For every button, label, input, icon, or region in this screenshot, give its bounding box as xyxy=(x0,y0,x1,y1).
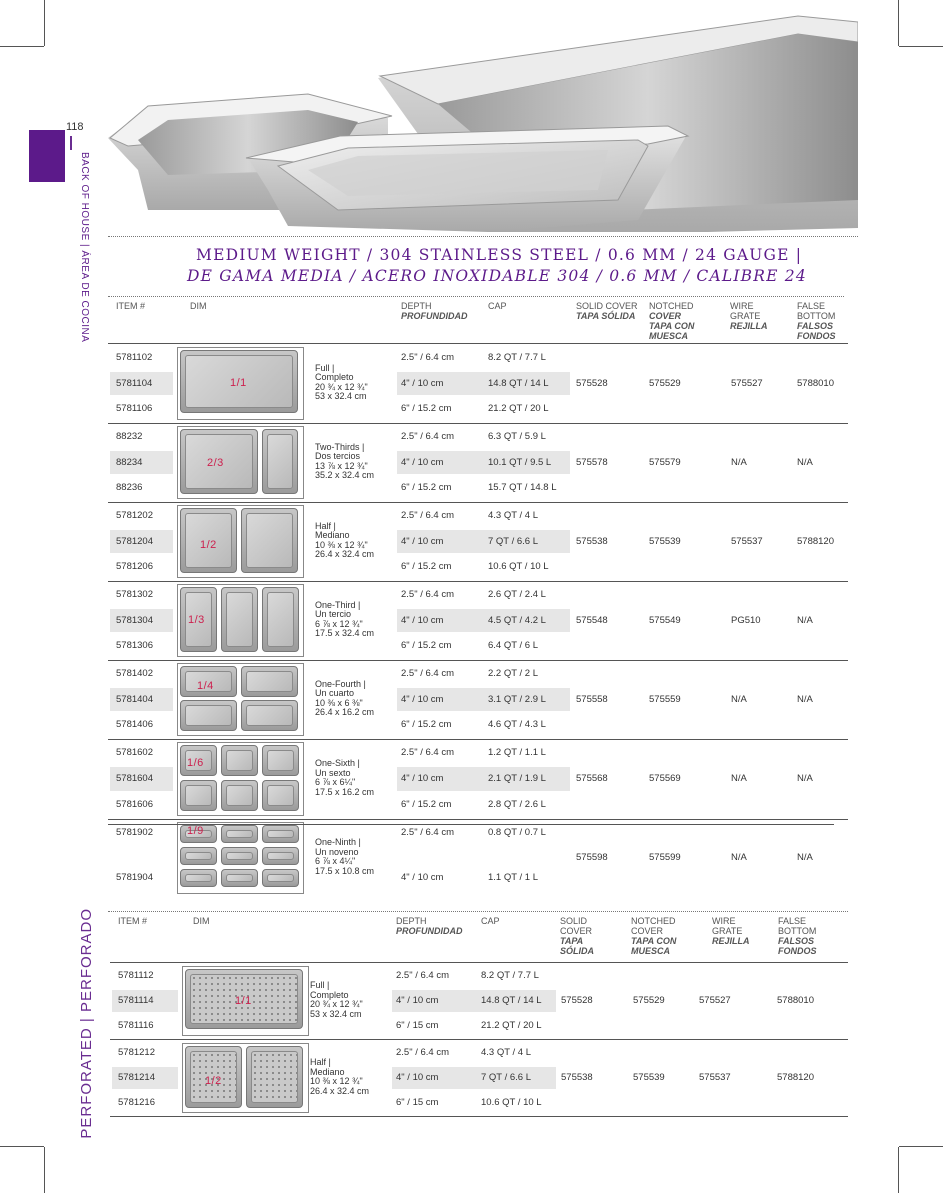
pan-diagram xyxy=(182,966,309,1036)
capacity-value: 21.2 QT / 20 L xyxy=(488,403,549,415)
header-dim: DIM xyxy=(190,301,207,311)
depth-value: 2.5" / 6.4 cm xyxy=(396,1047,450,1059)
size-description-line: 17.5 x 10.8 cm xyxy=(315,865,375,876)
solid-cover-item: 575548 xyxy=(576,614,608,626)
depth-value: 4" / 10 cm xyxy=(401,456,444,468)
notched-cover-item: 575579 xyxy=(649,456,681,468)
header-false-bottom: FALSE BOTTOM FALSOS FONDOS xyxy=(797,301,836,341)
wire-grate-item: 575527 xyxy=(731,377,763,389)
pan-diagram xyxy=(177,426,304,499)
notched-cover-item: 575529 xyxy=(633,995,665,1006)
capacity-value: 2.1 QT / 1.9 L xyxy=(488,773,546,784)
item-number: 5781216 xyxy=(118,1096,155,1108)
item-number: 5781116 xyxy=(118,1019,154,1031)
item-number: 5781206 xyxy=(116,561,153,573)
capacity-value: 10.1 QT / 9.5 L xyxy=(488,456,552,468)
item-number: 88232 xyxy=(116,430,143,442)
depth-value: 6" / 15.2 cm xyxy=(401,561,452,573)
depth-value: 4" / 10 cm xyxy=(396,1072,439,1083)
size-description xyxy=(315,601,374,639)
table-rule xyxy=(110,962,848,963)
size-description-line: Two-Thirds | xyxy=(315,441,365,452)
pan-fraction-label: 1/9 xyxy=(187,824,204,837)
perf-header-false-bottom: FALSE BOTTOM FALSOS FONDOS xyxy=(778,916,817,956)
size-description-line: 53 x 32.4 cm xyxy=(310,1008,362,1019)
pan-fraction-label: 1/3 xyxy=(188,613,205,626)
wire-grate-item: N/A xyxy=(731,693,747,705)
table-rule xyxy=(108,343,848,344)
crop-mark xyxy=(898,1147,899,1193)
hero-pan-image xyxy=(108,0,858,232)
size-description-line: 10 ⅜ x 12 ¾" xyxy=(315,539,368,550)
pan-diagram xyxy=(177,584,304,657)
depth-value: 6" / 15.2 cm xyxy=(401,640,452,652)
size-description xyxy=(310,1058,369,1096)
title-english: MEDIUM WEIGHT / 304 STAINLESS STEEL / 0.6 MM / 24 GAUGE | xyxy=(196,246,803,264)
table-rule xyxy=(108,819,848,820)
item-number: 5781402 xyxy=(116,667,153,679)
pan-compartment-interior xyxy=(267,434,293,489)
pan-compartment-interior xyxy=(185,874,212,882)
item-number: 5781104 xyxy=(116,377,153,389)
pan-compartment-interior xyxy=(267,852,294,860)
capacity-value: 10.6 QT / 10 L xyxy=(488,561,549,573)
notched-cover-item: 575529 xyxy=(649,377,681,389)
pan-compartment-interior xyxy=(246,513,293,568)
size-description-line: One-Fourth | xyxy=(315,678,366,689)
size-description-line: 10 ⅜ x 6 ⅜" xyxy=(315,697,363,708)
pan-compartment-interior xyxy=(226,874,253,882)
pan-compartment xyxy=(262,825,299,843)
solid-cover-item: 575538 xyxy=(561,1072,593,1083)
pan-compartment-interior xyxy=(246,705,293,726)
capacity-value: 0.8 QT / 0.7 L xyxy=(488,826,546,838)
size-description-line: One-Sixth | xyxy=(315,758,360,768)
capacity-value: 6.3 QT / 5.9 L xyxy=(488,430,546,442)
pan-compartment xyxy=(221,587,258,652)
false-bottom-item: 5788120 xyxy=(797,535,834,547)
pan-compartment xyxy=(262,780,299,811)
capacity-value: 8.2 QT / 7.7 L xyxy=(481,970,539,982)
depth-value: 6" / 15 cm xyxy=(396,1096,439,1108)
depth-value: 2.5" / 6.4 cm xyxy=(396,970,450,982)
item-number: 5781604 xyxy=(116,773,153,784)
pan-compartment xyxy=(221,847,258,865)
depth-value: 6" / 15.2 cm xyxy=(401,799,452,810)
pan-fraction-label: 1/2 xyxy=(200,538,217,551)
pan-compartment xyxy=(246,1046,303,1108)
perf-header-dim: DIM xyxy=(193,916,210,926)
capacity-value: 3.1 QT / 2.9 L xyxy=(488,693,546,705)
pan-compartment xyxy=(221,869,258,887)
pan-compartment xyxy=(241,700,298,731)
pan-compartment-interior xyxy=(267,750,294,771)
capacity-value: 4.6 QT / 4.3 L xyxy=(488,719,546,731)
perf-header-wire-grate: WIRE GRATE REJILLA xyxy=(712,916,750,946)
crop-mark xyxy=(44,1147,45,1193)
pan-diagram xyxy=(177,822,304,894)
size-description-line: 17.5 x 16.2 cm xyxy=(315,786,375,797)
pan-compartment xyxy=(180,700,237,731)
size-description-line: 35.2 x 32.4 cm xyxy=(315,470,375,480)
item-number: 5781102 xyxy=(116,351,153,363)
capacity-value: 21.2 QT / 20 L xyxy=(481,1019,542,1031)
size-description-line: One-Ninth | xyxy=(315,837,361,847)
size-description-line: Half | xyxy=(310,1057,331,1067)
depth-value: 4" / 10 cm xyxy=(401,773,444,784)
depth-value: 4" / 10 cm xyxy=(401,614,444,626)
item-number: 5781114 xyxy=(118,995,154,1006)
item-number: 5781302 xyxy=(116,588,153,600)
depth-value: 2.5" / 6.4 cm xyxy=(401,747,455,758)
pan-fraction-label: 1/1 xyxy=(235,994,252,1007)
depth-value: 4" / 10 cm xyxy=(401,377,444,389)
item-number: 5781902 xyxy=(116,826,153,838)
depth-value: 4" / 10 cm xyxy=(401,872,444,884)
pan-fraction-label: 1/4 xyxy=(197,679,214,692)
size-description-line: Dos tercios xyxy=(315,451,361,461)
size-description-line: Completo xyxy=(310,989,349,1000)
size-description-line: Un cuarto xyxy=(315,688,355,698)
header-notched-cover: NOTCHED COVER TAPA CON MUESCA xyxy=(649,301,695,341)
depth-value: 4" / 10 cm xyxy=(401,535,444,547)
depth-value: 6" / 15.2 cm xyxy=(401,719,452,731)
solid-cover-item: 575528 xyxy=(561,995,593,1006)
pan-diagram xyxy=(177,347,304,420)
pan-compartment xyxy=(180,869,217,887)
depth-value: 4" / 10 cm xyxy=(396,995,439,1006)
header-item: ITEM # xyxy=(116,301,146,311)
capacity-value: 4.3 QT / 4 L xyxy=(481,1047,531,1059)
pan-compartment-interior xyxy=(267,874,294,882)
size-description-line: Un tercio xyxy=(315,609,352,619)
solid-cover-item: 575568 xyxy=(576,773,608,784)
pan-compartment-interior xyxy=(267,785,294,806)
crop-mark xyxy=(899,46,943,47)
wire-grate-item: N/A xyxy=(731,852,747,863)
size-description-line: 6 ⅞ x 6¼" xyxy=(315,777,356,787)
steam-pans-illustration xyxy=(108,0,858,232)
false-bottom-item: N/A xyxy=(797,693,813,705)
item-number: 5781306 xyxy=(116,640,153,652)
size-description-line: Full | xyxy=(310,980,330,990)
item-number: 5781606 xyxy=(116,799,153,810)
item-number: 5781602 xyxy=(116,747,153,758)
depth-value: 2.5" / 6.4 cm xyxy=(401,351,455,363)
pan-compartment xyxy=(262,429,298,494)
size-description-line: 13 ⅞ x 12 ¾" xyxy=(315,460,368,471)
size-description-line: 17.5 x 32.4 cm xyxy=(315,628,375,638)
pan-diagram xyxy=(177,742,304,816)
size-description xyxy=(315,680,374,718)
size-description xyxy=(315,759,374,797)
pan-compartment xyxy=(262,587,299,652)
pan-compartment xyxy=(241,666,298,697)
depth-value: 4" / 10 cm xyxy=(401,693,444,705)
crop-mark xyxy=(898,0,899,46)
wire-grate-item: 575537 xyxy=(699,1072,731,1083)
size-description-line: Half | xyxy=(315,520,336,531)
pan-diagram xyxy=(177,505,304,578)
pan-compartment xyxy=(221,780,258,811)
section-label: BACK OF HOUSE | ÁREA DE COCINA xyxy=(79,152,90,343)
notched-cover-item: 575599 xyxy=(649,852,681,863)
capacity-value: 10.6 QT / 10 L xyxy=(481,1096,542,1108)
pan-fraction-label: 1/2 xyxy=(205,1075,222,1088)
pan-compartment-interior xyxy=(185,705,232,726)
capacity-value: 6.4 QT / 6 L xyxy=(488,640,538,652)
solid-cover-item: 575558 xyxy=(576,693,608,705)
size-description-line: Full | xyxy=(315,362,335,373)
capacity-value: 8.2 QT / 7.7 L xyxy=(488,351,546,363)
depth-value: 6" / 15.2 cm xyxy=(401,482,452,494)
perf-header-cap: CAP xyxy=(481,916,500,926)
table-rule xyxy=(108,660,848,661)
table-rule xyxy=(108,423,848,424)
pan-diagram xyxy=(182,1043,309,1113)
crop-mark xyxy=(0,46,44,47)
capacity-value: 1.1 QT / 1 L xyxy=(488,872,538,884)
capacity-value: 14.8 QT / 14 L xyxy=(488,377,549,389)
capacity-value: 4.3 QT / 4 L xyxy=(488,509,538,521)
pan-compartment xyxy=(221,745,258,776)
pan-compartment-interior xyxy=(226,592,253,647)
item-number: 5781204 xyxy=(116,535,153,547)
perforated-label: PERFORATED | PERFORADO xyxy=(78,908,95,1139)
perf-header-solid-cover: SOLID COVER TAPA SÓLIDA xyxy=(560,916,595,956)
item-number: 5781304 xyxy=(116,614,153,626)
wire-grate-item: N/A xyxy=(731,456,747,468)
notched-cover-item: 575569 xyxy=(649,773,681,784)
notched-cover-item: 575539 xyxy=(649,535,681,547)
table-rule xyxy=(110,1039,848,1040)
title-spanish: DE GAMA MEDIA / ACERO INOXIDABLE 304 / 0.6 MM / CALIBRE 24 xyxy=(187,267,807,285)
depth-value: 6" / 15 cm xyxy=(396,1019,439,1031)
size-description-line: One-Third | xyxy=(315,599,361,610)
pan-compartment xyxy=(241,508,298,573)
size-description-line: 6 ⅞ x 4¼" xyxy=(315,856,356,866)
crop-mark xyxy=(44,0,45,46)
solid-cover-item: 575578 xyxy=(576,456,608,468)
size-description-line: Un noveno xyxy=(315,846,359,857)
pan-compartment-interior xyxy=(267,830,294,838)
depth-value: 2.5" / 6.4 cm xyxy=(401,509,455,521)
item-number: 5781404 xyxy=(116,693,153,705)
wire-grate-item: 575527 xyxy=(699,995,731,1006)
notched-cover-item: 575549 xyxy=(649,614,681,626)
pan-compartment xyxy=(180,847,217,865)
size-description-line: 26.4 x 32.4 cm xyxy=(310,1085,370,1096)
pan-compartment-interior xyxy=(267,592,294,647)
capacity-value: 4.5 QT / 4.2 L xyxy=(488,614,546,626)
item-number: 5781202 xyxy=(116,509,153,521)
item-number: 5781106 xyxy=(116,403,153,415)
size-description-line: 10 ⅜ x 12 ¾" xyxy=(310,1076,363,1086)
pan-compartment-interior xyxy=(226,750,253,771)
pan-fraction-label: 1/6 xyxy=(187,757,204,770)
depth-value: 2.5" / 6.4 cm xyxy=(401,667,455,679)
table-rule xyxy=(108,502,848,503)
capacity-value: 7 QT / 6.6 L xyxy=(488,535,538,547)
perf-header-notched-cover: NOTCHED COVER TAPA CON MUESCA xyxy=(631,916,677,956)
pan-compartment xyxy=(262,847,299,865)
size-description xyxy=(315,522,374,560)
capacity-value: 2.2 QT / 2 L xyxy=(488,667,538,679)
pan-compartment-interior xyxy=(226,830,253,838)
divider xyxy=(108,236,858,237)
false-bottom-item: N/A xyxy=(797,456,813,468)
pan-compartment xyxy=(262,869,299,887)
size-description xyxy=(310,981,363,1019)
table-rule xyxy=(108,824,834,825)
false-bottom-item: 5788010 xyxy=(797,377,834,389)
false-bottom-item: N/A xyxy=(797,614,813,626)
notched-cover-item: 575559 xyxy=(649,693,681,705)
header-depth: DEPTH PROFUNDIDAD xyxy=(401,301,468,321)
depth-value: 6" / 15.2 cm xyxy=(401,403,452,415)
pan-compartment-interior xyxy=(185,852,212,860)
size-description xyxy=(315,364,368,402)
notched-cover-item: 575539 xyxy=(633,1072,665,1083)
false-bottom-item: 5788120 xyxy=(777,1072,814,1083)
item-number: 5781212 xyxy=(118,1047,155,1059)
false-bottom-item: N/A xyxy=(797,852,813,863)
capacity-value: 2.8 QT / 2.6 L xyxy=(488,799,546,810)
solid-cover-item: 575538 xyxy=(576,535,608,547)
page-number: 118 xyxy=(66,121,84,133)
size-description-line: Mediano xyxy=(310,1066,345,1077)
size-description-line: 26.4 x 16.2 cm xyxy=(315,707,375,717)
table-rule xyxy=(110,1116,848,1117)
pan-compartment-interior xyxy=(251,1051,298,1103)
wire-grate-item: N/A xyxy=(731,773,747,784)
size-description-line: 20 ¾ x 12 ¾" xyxy=(310,999,363,1009)
pan-compartment xyxy=(221,825,258,843)
page-number-bar xyxy=(70,136,72,150)
capacity-value: 2.6 QT / 2.4 L xyxy=(488,588,546,600)
item-number: 5781904 xyxy=(116,872,153,884)
capacity-value: 15.7 QT / 14.8 L xyxy=(488,482,557,494)
header-cap: CAP xyxy=(488,301,507,311)
pan-fraction-label: 1/1 xyxy=(230,376,247,389)
item-number: 5781406 xyxy=(116,719,153,731)
size-description-line: 20 ¾ x 12 ¾" xyxy=(315,381,368,392)
size-description-line: Mediano xyxy=(315,530,350,540)
capacity-value: 1.2 QT / 1.1 L xyxy=(488,747,546,758)
false-bottom-item: 5788010 xyxy=(777,995,814,1006)
depth-value: 2.5" / 6.4 cm xyxy=(401,430,455,442)
wire-grate-item: 575537 xyxy=(731,535,763,547)
section-tab xyxy=(29,130,65,182)
item-number: 88234 xyxy=(116,456,143,468)
pan-compartment xyxy=(262,745,299,776)
solid-cover-item: 575528 xyxy=(576,377,608,389)
crop-mark xyxy=(0,1146,44,1147)
perf-header-depth: DEPTH PROFUNDIDAD xyxy=(396,916,463,936)
header-solid-cover: SOLID COVER TAPA SÓLIDA xyxy=(576,301,638,321)
item-number: 5781214 xyxy=(118,1072,155,1083)
pan-fraction-label: 2/3 xyxy=(207,456,224,469)
divider xyxy=(108,911,848,912)
size-description-line: 26.4 x 32.4 cm xyxy=(315,549,375,559)
size-description xyxy=(315,838,374,876)
size-description-line: 6 ⅞ x 12 ¾" xyxy=(315,618,363,629)
header-wire-grate: WIRE GRATE REJILLA xyxy=(730,301,768,331)
pan-compartment-interior xyxy=(185,785,212,806)
table-rule xyxy=(108,739,848,740)
pan-compartment-interior xyxy=(226,852,253,860)
capacity-value: 14.8 QT / 14 L xyxy=(481,995,542,1006)
wire-grate-item: PG510 xyxy=(731,614,761,626)
size-description-line: Completo xyxy=(315,372,354,382)
pan-compartment xyxy=(180,780,217,811)
perf-header-item: ITEM # xyxy=(118,916,148,926)
depth-value: 2.5" / 6.4 cm xyxy=(401,826,455,838)
pan-compartment-interior xyxy=(246,671,293,692)
size-description xyxy=(315,443,374,481)
size-description-line: Un sexto xyxy=(315,767,351,778)
item-number: 5781112 xyxy=(118,970,154,982)
divider xyxy=(108,296,844,297)
false-bottom-item: N/A xyxy=(797,773,813,784)
table-rule xyxy=(108,581,848,582)
pan-compartment-interior xyxy=(226,785,253,806)
depth-value: 2.5" / 6.4 cm xyxy=(401,588,455,600)
item-number: 88236 xyxy=(116,482,143,494)
crop-mark xyxy=(899,1146,943,1147)
solid-cover-item: 575598 xyxy=(576,852,608,863)
size-description-line: 53 x 32.4 cm xyxy=(315,391,367,401)
pan-diagram xyxy=(177,663,304,736)
capacity-value: 7 QT / 6.6 L xyxy=(481,1072,531,1083)
